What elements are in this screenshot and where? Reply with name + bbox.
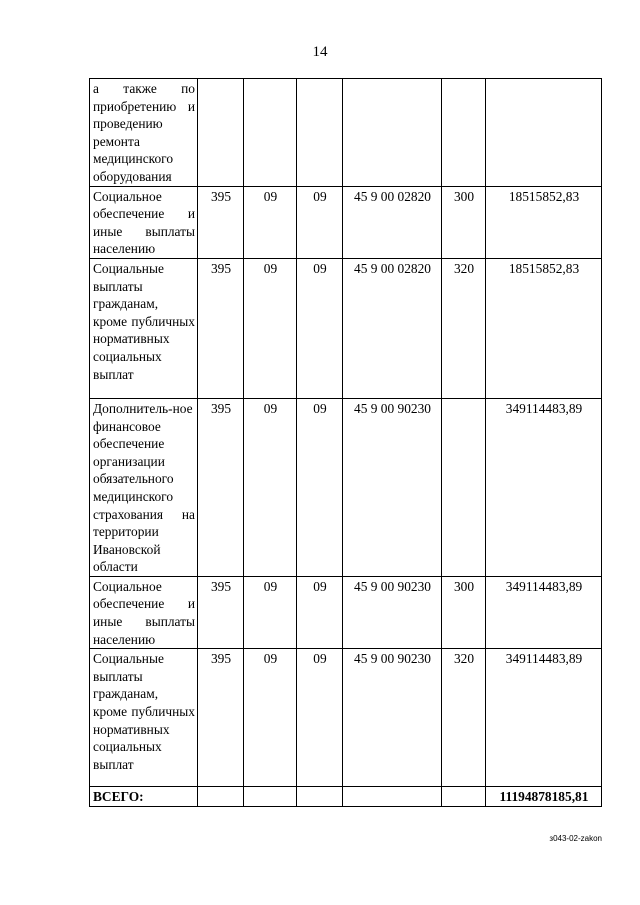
cell-subsection xyxy=(297,79,343,187)
total-label: ВСЕГО: xyxy=(90,787,198,807)
empty-cell xyxy=(198,787,244,807)
cell-target-article: 45 9 00 90230 xyxy=(343,649,442,787)
cell-expense-type xyxy=(442,398,486,576)
cell-subsection: 09 xyxy=(297,186,343,258)
table-row xyxy=(90,576,602,648)
empty-cell xyxy=(244,787,297,807)
row-name: Дополнитель-ное финансовое обеспечение организации обязательного медицинского страхования на территории Ивановской области xyxy=(90,398,198,576)
total-amount: 11194878185,81 xyxy=(486,787,602,807)
cell-section xyxy=(244,79,297,187)
cell-amount: 349114483,89 xyxy=(486,649,602,787)
cell-subsection: 09 xyxy=(297,576,343,648)
cell-expense-type xyxy=(442,79,486,187)
document-code: з043-02-zakon xyxy=(549,834,602,843)
cell-expense-type: 300 xyxy=(442,576,486,648)
table-row xyxy=(90,186,602,258)
cell-amount: 349114483,89 xyxy=(486,398,602,576)
cell-ministry xyxy=(198,79,244,187)
row-name: Социальное обеспечение и иные выплаты населению xyxy=(90,186,198,258)
row-name: а также по приобретению и проведению ремонта медицинского оборудования xyxy=(90,79,198,187)
row-name: Социальные выплаты гражданам, кроме публичных нормативных социальных выплат xyxy=(90,649,198,787)
cell-target-article: 45 9 00 90230 xyxy=(343,398,442,576)
cell-section: 09 xyxy=(244,649,297,787)
cell-amount: 18515852,83 xyxy=(486,186,602,258)
empty-cell xyxy=(297,787,343,807)
cell-target-article xyxy=(343,79,442,187)
cell-section: 09 xyxy=(244,576,297,648)
cell-ministry: 395 xyxy=(198,398,244,576)
empty-cell xyxy=(442,787,486,807)
cell-expense-type: 320 xyxy=(442,258,486,398)
cell-ministry: 395 xyxy=(198,186,244,258)
cell-section: 09 xyxy=(244,398,297,576)
cell-target-article: 45 9 00 02820 xyxy=(343,258,442,398)
row-name: Социальное обеспечение и иные выплаты населению xyxy=(90,576,198,648)
page-number: 14 xyxy=(312,44,328,60)
cell-ministry: 395 xyxy=(198,258,244,398)
budget-table xyxy=(89,78,602,807)
cell-ministry: 395 xyxy=(198,649,244,787)
table-row xyxy=(90,258,602,398)
row-name: Социальные выплаты гражданам, кроме публичных нормативных социальных выплат xyxy=(90,258,198,398)
cell-section: 09 xyxy=(244,258,297,398)
cell-target-article: 45 9 00 02820 xyxy=(343,186,442,258)
table-row xyxy=(90,398,602,576)
cell-ministry: 395 xyxy=(198,576,244,648)
table-row xyxy=(90,79,602,187)
cell-amount: 18515852,83 xyxy=(486,258,602,398)
cell-amount: 349114483,89 xyxy=(486,576,602,648)
cell-section: 09 xyxy=(244,186,297,258)
total-row xyxy=(90,787,602,807)
cell-subsection: 09 xyxy=(297,398,343,576)
cell-target-article: 45 9 00 90230 xyxy=(343,576,442,648)
cell-expense-type: 300 xyxy=(442,186,486,258)
cell-subsection: 09 xyxy=(297,258,343,398)
cell-expense-type: 320 xyxy=(442,649,486,787)
table-row xyxy=(90,649,602,787)
cell-amount xyxy=(486,79,602,187)
empty-cell xyxy=(343,787,442,807)
cell-subsection: 09 xyxy=(297,649,343,787)
